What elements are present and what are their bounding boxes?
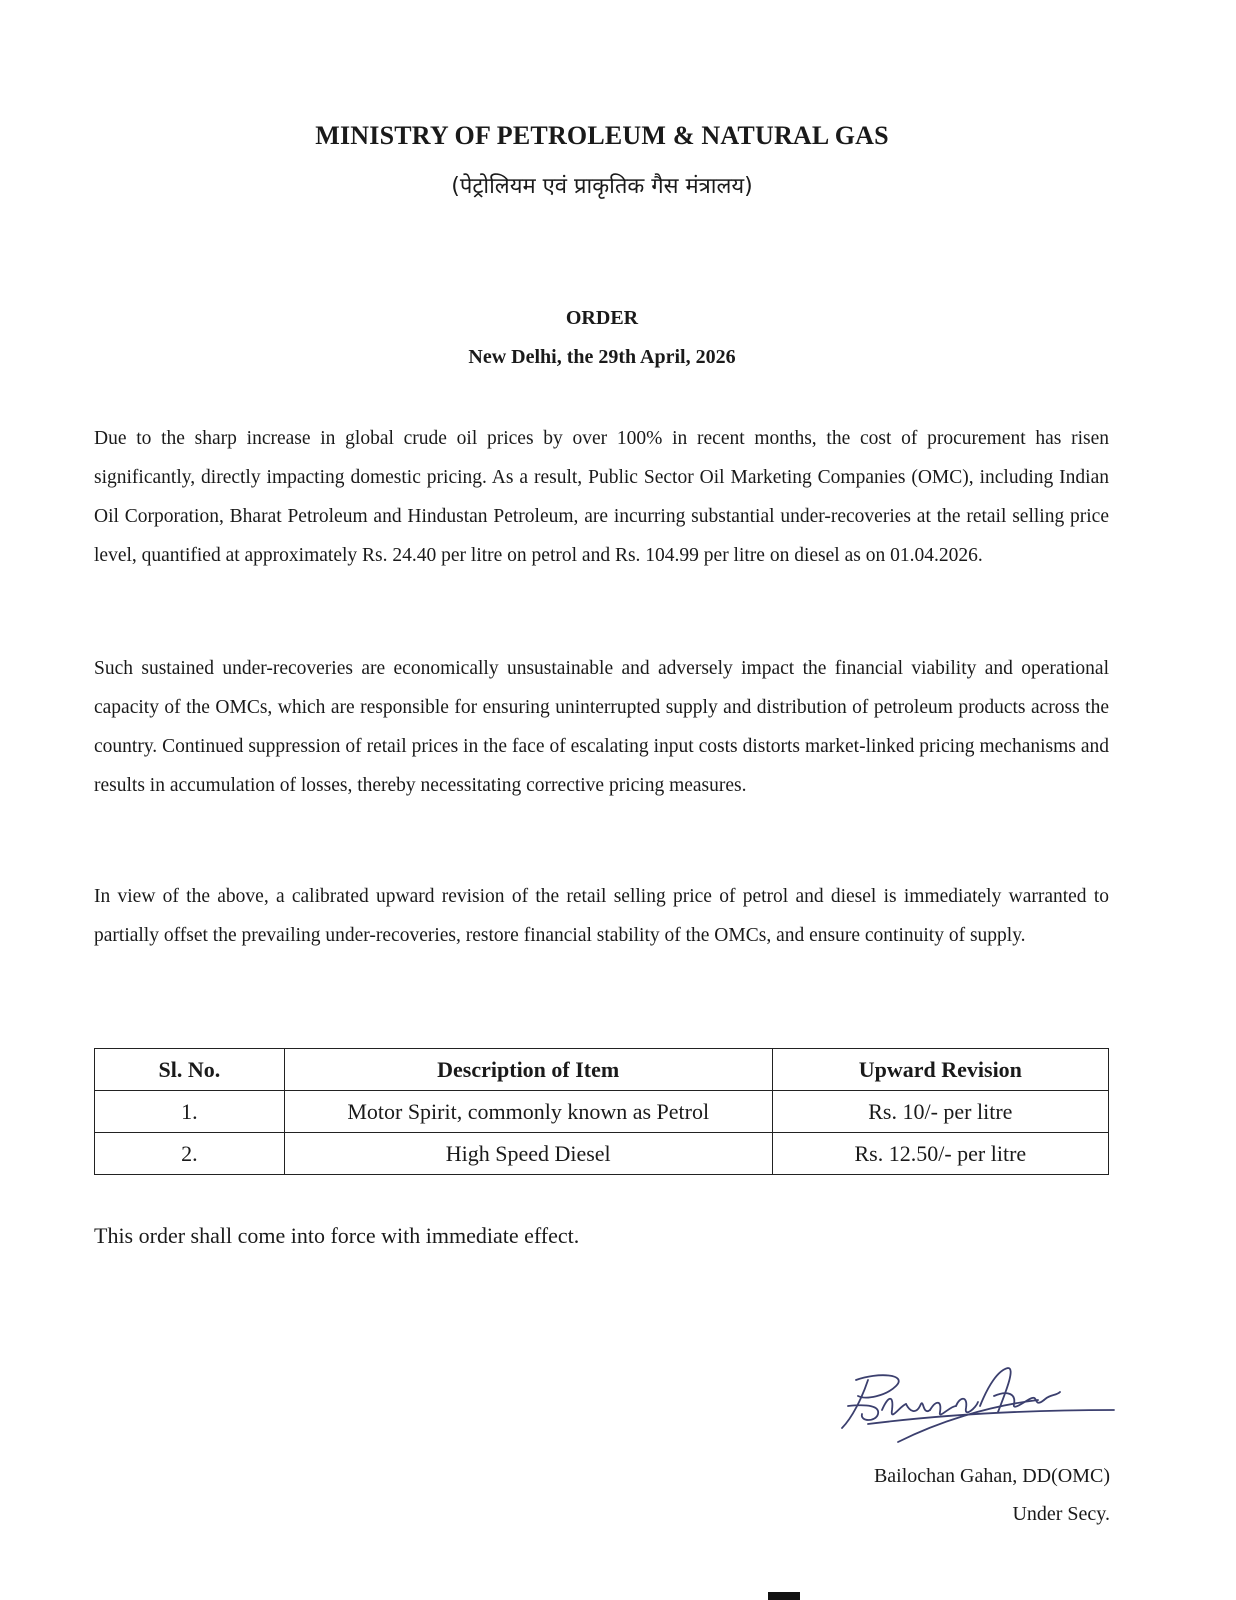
cell-upward-revision: Rs. 10/- per litre — [772, 1091, 1108, 1133]
handwritten-signature — [838, 1366, 1116, 1448]
closing-statement: This order shall come into force with immediate effect. — [94, 1223, 580, 1248]
cell-sl-no: 2. — [95, 1133, 285, 1175]
table-header-row — [95, 1049, 1109, 1091]
cell-upward-revision: Rs. 12.50/- per litre — [772, 1133, 1108, 1175]
ministry-title-hindi: (पेट्रोलियम एवं प्राकृतिक गैस मंत्रालय) — [451, 174, 753, 199]
header-description: Description of Item — [284, 1049, 772, 1091]
cell-description: High Speed Diesel — [284, 1133, 772, 1175]
signatory-designation: Under Secy. — [1012, 1503, 1110, 1525]
body-paragraph-2: Such sustained under-recoveries are economically unsustainable and adversely impact the financial viability and operational capacity of the OMCs, which are responsible for ensuring uninterrupted supply and distribution of petroleum products across the country. Continued suppression of retail prices in the face of escalating input costs distorts market-linked pricing mechanisms and results in accumulation of losses, thereby necessitating corrective pricing measures. — [94, 658, 1109, 796]
table-row — [95, 1091, 1109, 1133]
body-paragraph-1: Due to the sharp increase in global crude oil prices by over 100% in recent months, the cost of procurement has risen significantly, directly impacting domestic pricing. As a result, Public Sector Oil Marketing Companies (OMC), including Indian Oil Corporation, Bharat Petroleum and Hindustan Petroleum, are incurring substantial under-recoveries at the retail selling price level, quantified at approximately Rs. 24.40 per litre on petrol and Rs. 104.99 per litre on diesel as on 01.04.2026. — [94, 428, 1109, 566]
page-edge-mark — [768, 1592, 800, 1600]
order-date-line: New Delhi, the 29th April, 2026 — [468, 346, 736, 368]
table-row — [95, 1133, 1109, 1175]
cell-sl-no: 1. — [95, 1091, 285, 1133]
order-heading: ORDER — [565, 307, 639, 329]
ministry-title: MINISTRY OF PETROLEUM & NATURAL GAS — [315, 121, 889, 150]
price-revision-table — [94, 1048, 1109, 1175]
cell-description: Motor Spirit, commonly known as Petrol — [284, 1091, 772, 1133]
signatory-name: Bailochan Gahan, DD(OMC) — [873, 1465, 1110, 1487]
header-upward-revision: Upward Revision — [772, 1049, 1108, 1091]
header-sl-no: Sl. No. — [95, 1049, 285, 1091]
body-paragraph-3: In view of the above, a calibrated upward revision of the retail selling price of petrol and diesel is immediately warranted to partially offset the prevailing under-recoveries, restore financial stability of the OMCs, and ensure continuity of supply. — [94, 886, 1109, 946]
